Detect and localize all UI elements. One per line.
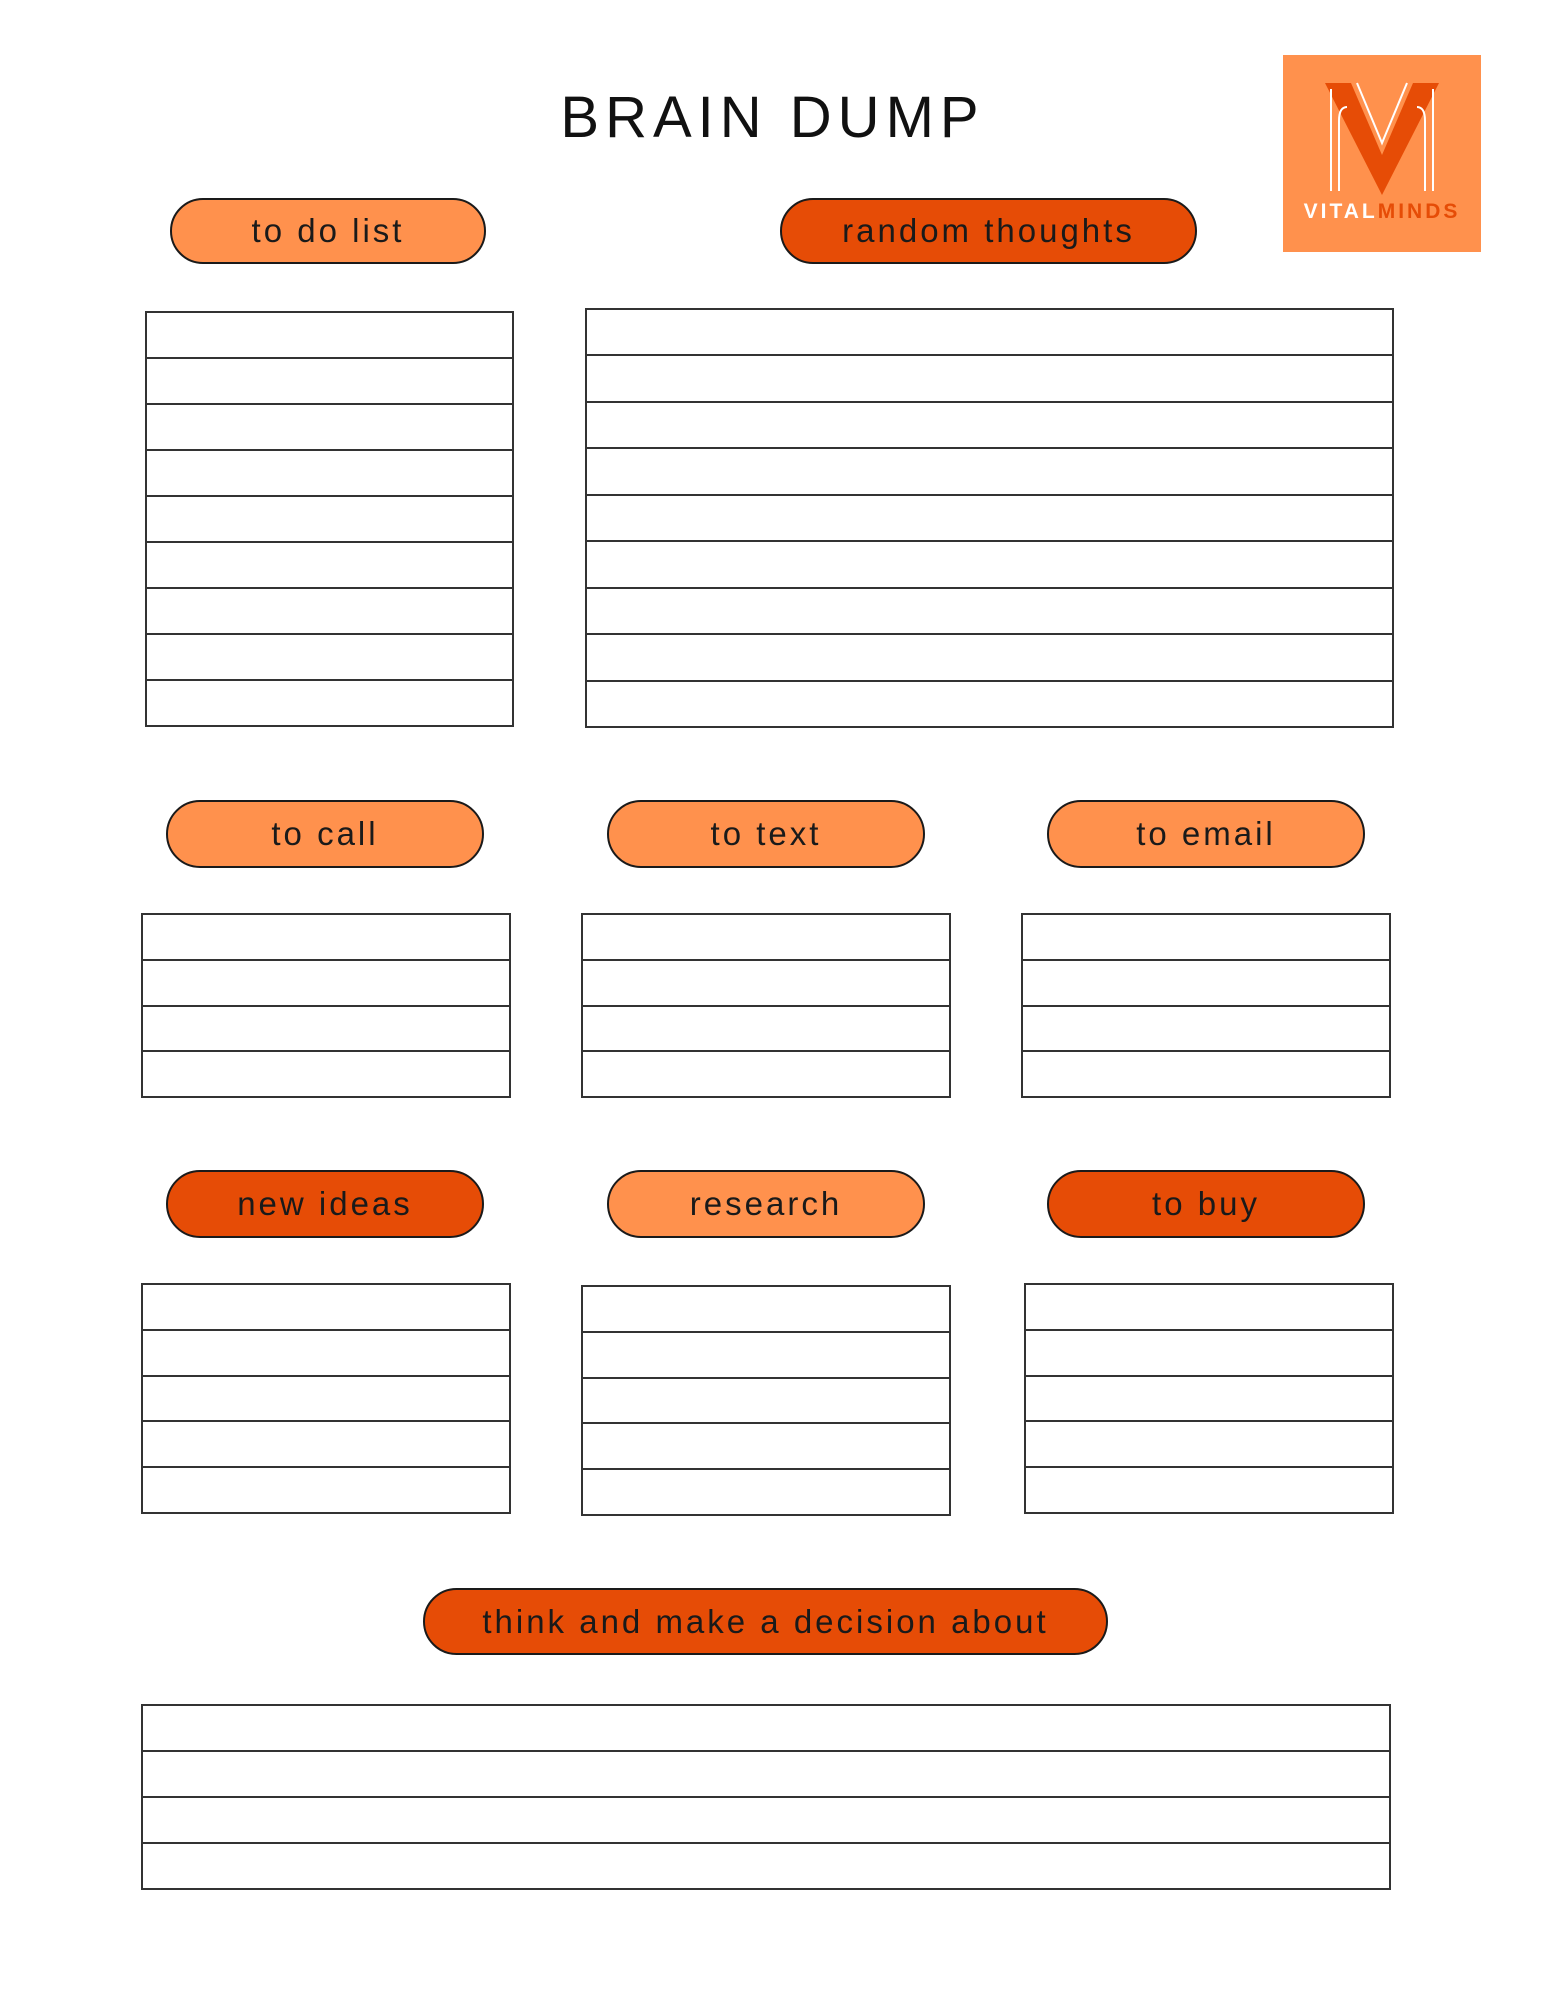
ideas-line[interactable] [143,1420,509,1466]
email-line[interactable] [1023,915,1389,959]
to-email-box[interactable] [1021,913,1391,1098]
text-line[interactable] [583,915,949,959]
decision-line[interactable] [143,1750,1389,1796]
todo-line[interactable] [147,679,512,725]
random-line[interactable] [587,587,1392,633]
to-text-box[interactable] [581,913,951,1098]
todo-line[interactable] [147,357,512,403]
todo-list-label: to do list [170,198,486,264]
todo-line[interactable] [147,541,512,587]
random-line[interactable] [587,633,1392,679]
text-line[interactable] [583,1005,949,1051]
ideas-line[interactable] [143,1375,509,1421]
email-line[interactable] [1023,1005,1389,1051]
todo-line[interactable] [147,587,512,633]
to-email-label: to email [1047,800,1365,868]
email-line[interactable] [1023,959,1389,1005]
research-box[interactable] [581,1285,951,1516]
random-line[interactable] [587,310,1392,354]
logo-wordmark [1283,200,1481,224]
buy-line[interactable] [1026,1329,1392,1375]
research-label: research [607,1170,925,1238]
to-call-box[interactable] [141,913,511,1098]
to-buy-label: to buy [1047,1170,1365,1238]
todo-list-box[interactable] [145,311,514,727]
research-line[interactable] [583,1331,949,1377]
research-line[interactable] [583,1287,949,1331]
buy-line[interactable] [1026,1420,1392,1466]
page-title: BRAIN DUMP [560,85,985,150]
buy-line[interactable] [1026,1466,1392,1512]
random-line[interactable] [587,447,1392,493]
call-line[interactable] [143,1005,509,1051]
research-line[interactable] [583,1377,949,1423]
random-thoughts-label: random thoughts [780,198,1197,264]
todo-line[interactable] [147,633,512,679]
new-ideas-box[interactable] [141,1283,511,1514]
to-text-label: to text [607,800,925,868]
random-line[interactable] [587,354,1392,400]
email-line[interactable] [1023,1050,1389,1096]
random-line[interactable] [587,540,1392,586]
todo-line[interactable] [147,495,512,541]
text-line[interactable] [583,959,949,1005]
random-line[interactable] [587,494,1392,540]
todo-line[interactable] [147,313,512,357]
ideas-line[interactable] [143,1329,509,1375]
ideas-line[interactable] [143,1466,509,1512]
buy-line[interactable] [1026,1375,1392,1421]
decision-line[interactable] [143,1796,1389,1842]
buy-line[interactable] [1026,1285,1392,1329]
call-line[interactable] [143,959,509,1005]
ideas-line[interactable] [143,1285,509,1329]
call-line[interactable] [143,915,509,959]
logo-word-vital: VITAL [1303,200,1378,223]
decision-line[interactable] [143,1842,1389,1888]
logo-word-minds: MINDS [1377,200,1461,223]
to-buy-box[interactable] [1024,1283,1394,1514]
vitalminds-logo [1283,55,1481,252]
text-line[interactable] [583,1050,949,1096]
decision-box[interactable] [141,1704,1391,1890]
to-call-label: to call [166,800,484,868]
random-line[interactable] [587,401,1392,447]
decision-line[interactable] [143,1706,1389,1750]
research-line[interactable] [583,1422,949,1468]
todo-line[interactable] [147,449,512,495]
call-line[interactable] [143,1050,509,1096]
random-thoughts-box[interactable] [585,308,1394,728]
research-line[interactable] [583,1468,949,1514]
todo-line[interactable] [147,403,512,449]
logo-v-icon [1317,81,1447,196]
random-line[interactable] [587,680,1392,726]
decision-label: think and make a decision about [423,1588,1108,1655]
new-ideas-label: new ideas [166,1170,484,1238]
